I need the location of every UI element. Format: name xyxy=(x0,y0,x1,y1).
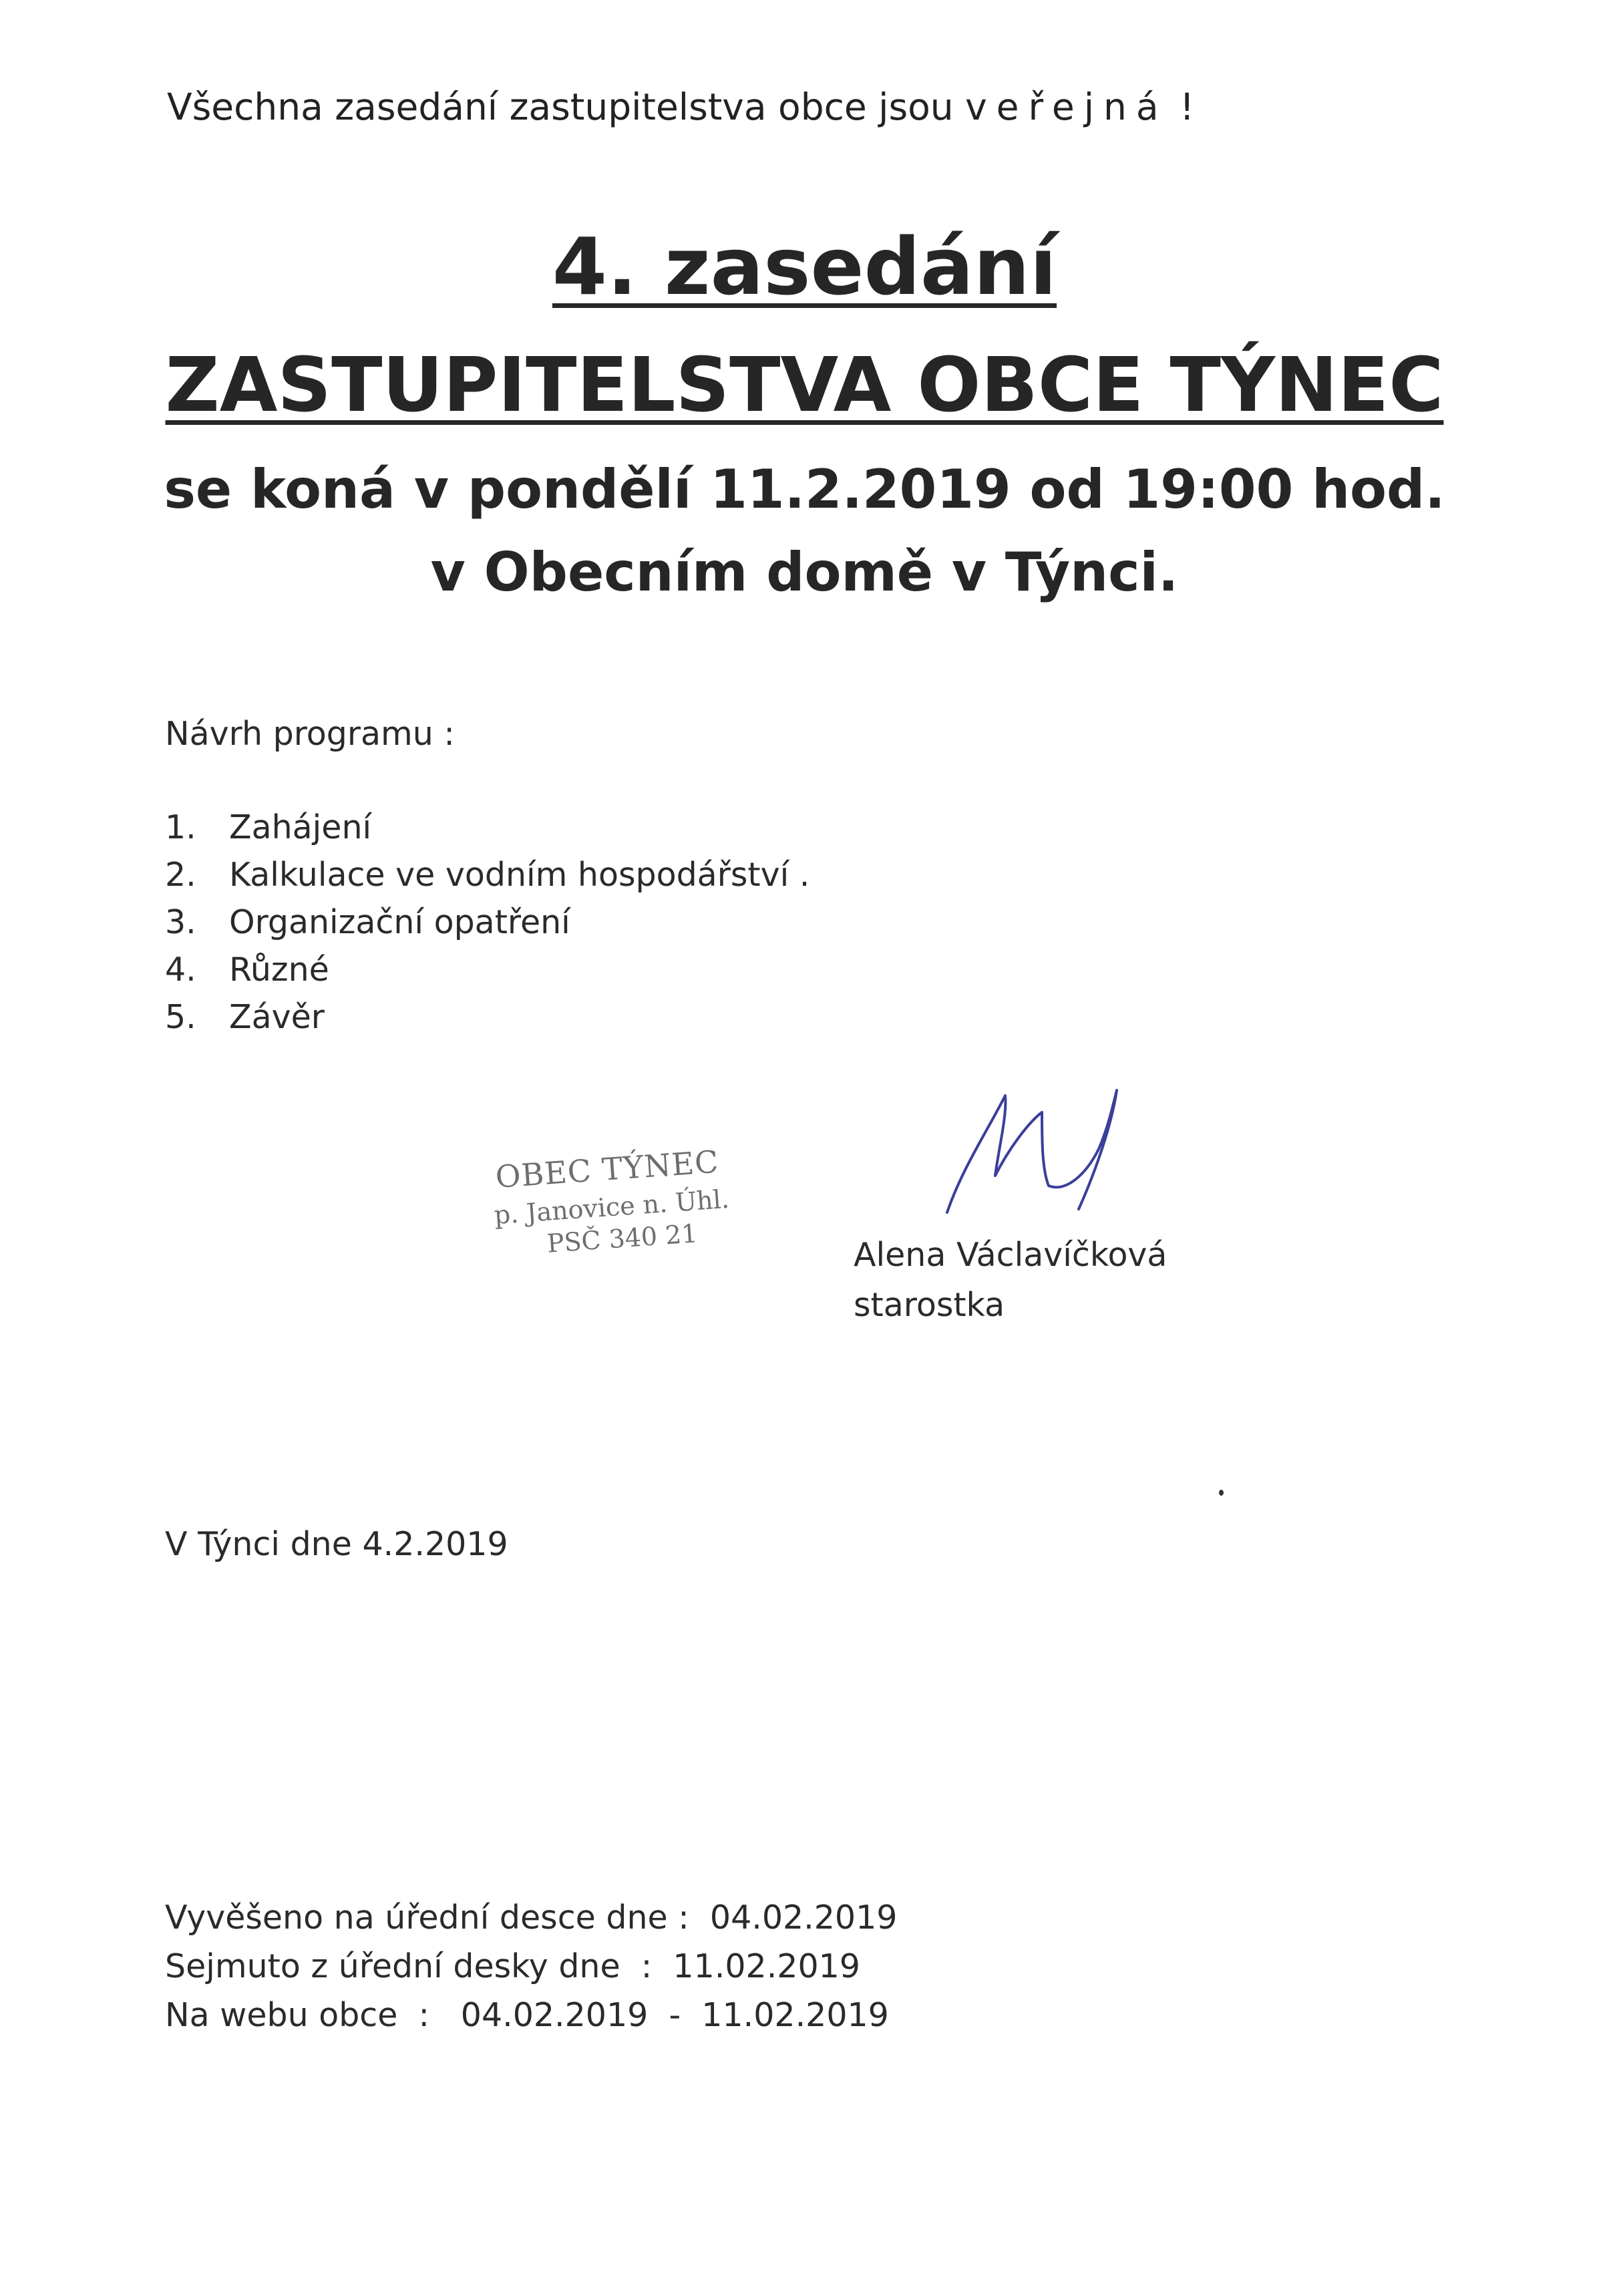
agenda-item-number: 2. xyxy=(165,856,196,894)
agenda-item-text: Závěr xyxy=(229,998,325,1036)
signature-stroke xyxy=(947,1090,1117,1212)
agenda-item-text: Kalkulace ve vodním hospodářství . xyxy=(229,856,810,894)
scan-speck xyxy=(1219,1490,1224,1496)
agenda-item-number: 3. xyxy=(165,903,196,941)
official-stamp xyxy=(494,1143,732,1262)
web-dates-line: Na webu obce : 04.02.2019 - 11.02.2019 xyxy=(165,1996,889,2034)
handwritten-signature xyxy=(942,1076,1169,1222)
signer-name: Alena Václavíčková xyxy=(854,1236,1168,1274)
public-notice-text: Všechna zasedání zastupitelstva obce jsou xyxy=(167,86,966,128)
meeting-venue-line: v Obecním domě v Týnci. xyxy=(430,541,1179,603)
agenda-item-number: 1. xyxy=(165,808,196,846)
issue-date-line: V Týnci dne 4.2.2019 xyxy=(165,1525,508,1563)
agenda-item xyxy=(165,856,810,894)
agenda-item-text: Různé xyxy=(229,951,329,989)
public-notice xyxy=(167,86,1194,128)
public-notice-emphasis: veřejná xyxy=(965,86,1168,128)
agenda-item-text: Organizační opatření xyxy=(229,903,570,941)
agenda-item xyxy=(165,808,371,846)
posted-date-line: Vyvěšeno na úřední desce dne : 04.02.2019 xyxy=(165,1899,898,1937)
agenda-title: Návrh programu : xyxy=(165,715,455,753)
stamp-line-name: OBEC TÝNEC xyxy=(494,1143,720,1195)
agenda-item-number: 5. xyxy=(165,998,196,1036)
signer-role: starostka xyxy=(854,1286,1005,1324)
stamp-line-post: p. Janovice n. Úhl. xyxy=(493,1184,731,1231)
meeting-number-text: 4. zasedání xyxy=(552,220,1057,313)
agenda-item xyxy=(165,998,325,1036)
stamp-line-postcode: PSČ 340 21 xyxy=(546,1218,699,1259)
public-notice-end: ! xyxy=(1168,86,1195,128)
agenda-item-text: Zahájení xyxy=(229,808,372,846)
agenda-item xyxy=(165,903,570,941)
meeting-number-heading xyxy=(0,220,1609,313)
agenda-item xyxy=(165,951,329,989)
council-heading-text: ZASTUPITELSTVA OBCE TÝNEC xyxy=(165,342,1444,429)
agenda-item-number: 4. xyxy=(165,951,196,989)
council-heading xyxy=(0,342,1609,429)
removed-date-line: Sejmuto z úřední desky dne : 11.02.2019 xyxy=(165,1947,860,1985)
meeting-date-line: se koná v pondělí 11.2.2019 od 19:00 hod. xyxy=(164,458,1445,520)
